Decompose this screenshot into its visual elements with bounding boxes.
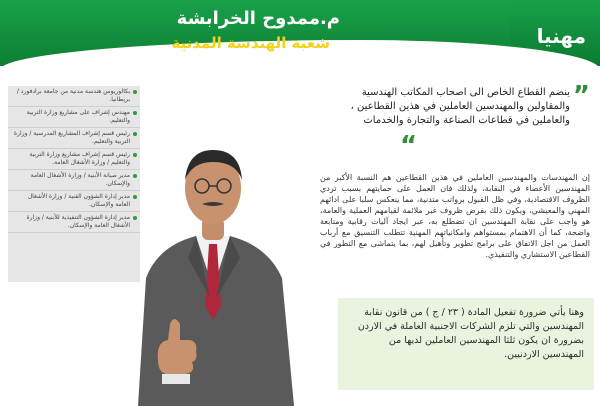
quote-close-icon: “	[400, 131, 418, 161]
career-item-text: رئيس قسم إشراف المشاريع المدرسية / وزارة التربية والتعليم.	[13, 130, 130, 145]
pull-quote	[318, 81, 590, 161]
career-item-text: مهندس إشراف على مشاريع وزارة التربية والتعليم.	[26, 109, 130, 124]
career-item	[8, 86, 140, 107]
quote-text: ينضم القطاع الخاص الى اصحاب المكاتب الهندسية والمقاولين والمهندسين العاملين في هذين القطاعين ، والعاملين في قطاعات الصناعة والتجارة والخدمات	[350, 87, 570, 126]
article-body: إن المهندسات والمهندسين العاملين في هذين القطاعين هم النسبة الأكبر من المهندسين الأعضاء في النقابة، ولذلك فان العمل على حمايتهم بسبب تردي الظروف الاقتصادية، وفي ظل القبول برواتب متدنية، مما ينعكس سلبا على ادائهم المهني والمعيشي، ويكون ذلك بفرض ظروف غير ملائمة لقيامهم العملية والعامة، هو واجب على نقابة المهندسين ان تضطلع به، عبر ايجاد آليات رقابية ومتابعة واضحة، كما أن الاهتمام بمستواهم وامكانياتهم المهنية تتطلب التنسيق مع أرباب العمل من اجل الاتفاق على برامج تطوير وتأهيل لهم، بما يتماشى مع التطور في القطاعين الاستشاري والتنفيذي.	[320, 173, 590, 259]
highlight-box: وهنا يأتي ضرورة تفعيل المادة ( ٢٣ / ج ) من قانون نقابة المهندسين والتي تلزم الشركات الاجنبية العاملة في الاردن بضرورة ان يكون ثلثا المهندسين العاملين لديها من المهندسين الاردنيين.	[338, 298, 594, 390]
department-title: شعبة الهندسة المدنية	[171, 34, 330, 52]
congrats-title: مهنيا	[536, 24, 586, 48]
career-item-text: مدير إدارة الشؤون الفنية / وزارة الأشغال العامة والإسكان.	[27, 193, 130, 208]
bullet-icon	[133, 111, 137, 115]
career-item-text: مدير صيانة الأبنية / وزارة الأشغال العامة والإسكان.	[30, 172, 130, 187]
career-item	[8, 107, 140, 128]
engineer-name: م.ممدوح الخرابشة	[176, 8, 340, 29]
bullet-icon	[133, 90, 137, 94]
engineer-portrait	[118, 128, 308, 406]
shirt-cuff	[162, 374, 190, 384]
career-item-text: بكالوريوس هندسة مدنية من جامعة برادفورد / بريطانيا.	[16, 88, 130, 103]
quote-open-icon: ”	[572, 81, 590, 111]
career-item-text: مدير إدارة الشؤون التنفيذية للأبنية / وزارة الأشغال العامة والإسكان.	[26, 214, 130, 229]
career-item-text: رئيس قسم إشراف مشاريع وزارة التربية والتعليم / وزارة الأشغال العامة.	[29, 151, 130, 166]
header-banner	[0, 0, 600, 70]
